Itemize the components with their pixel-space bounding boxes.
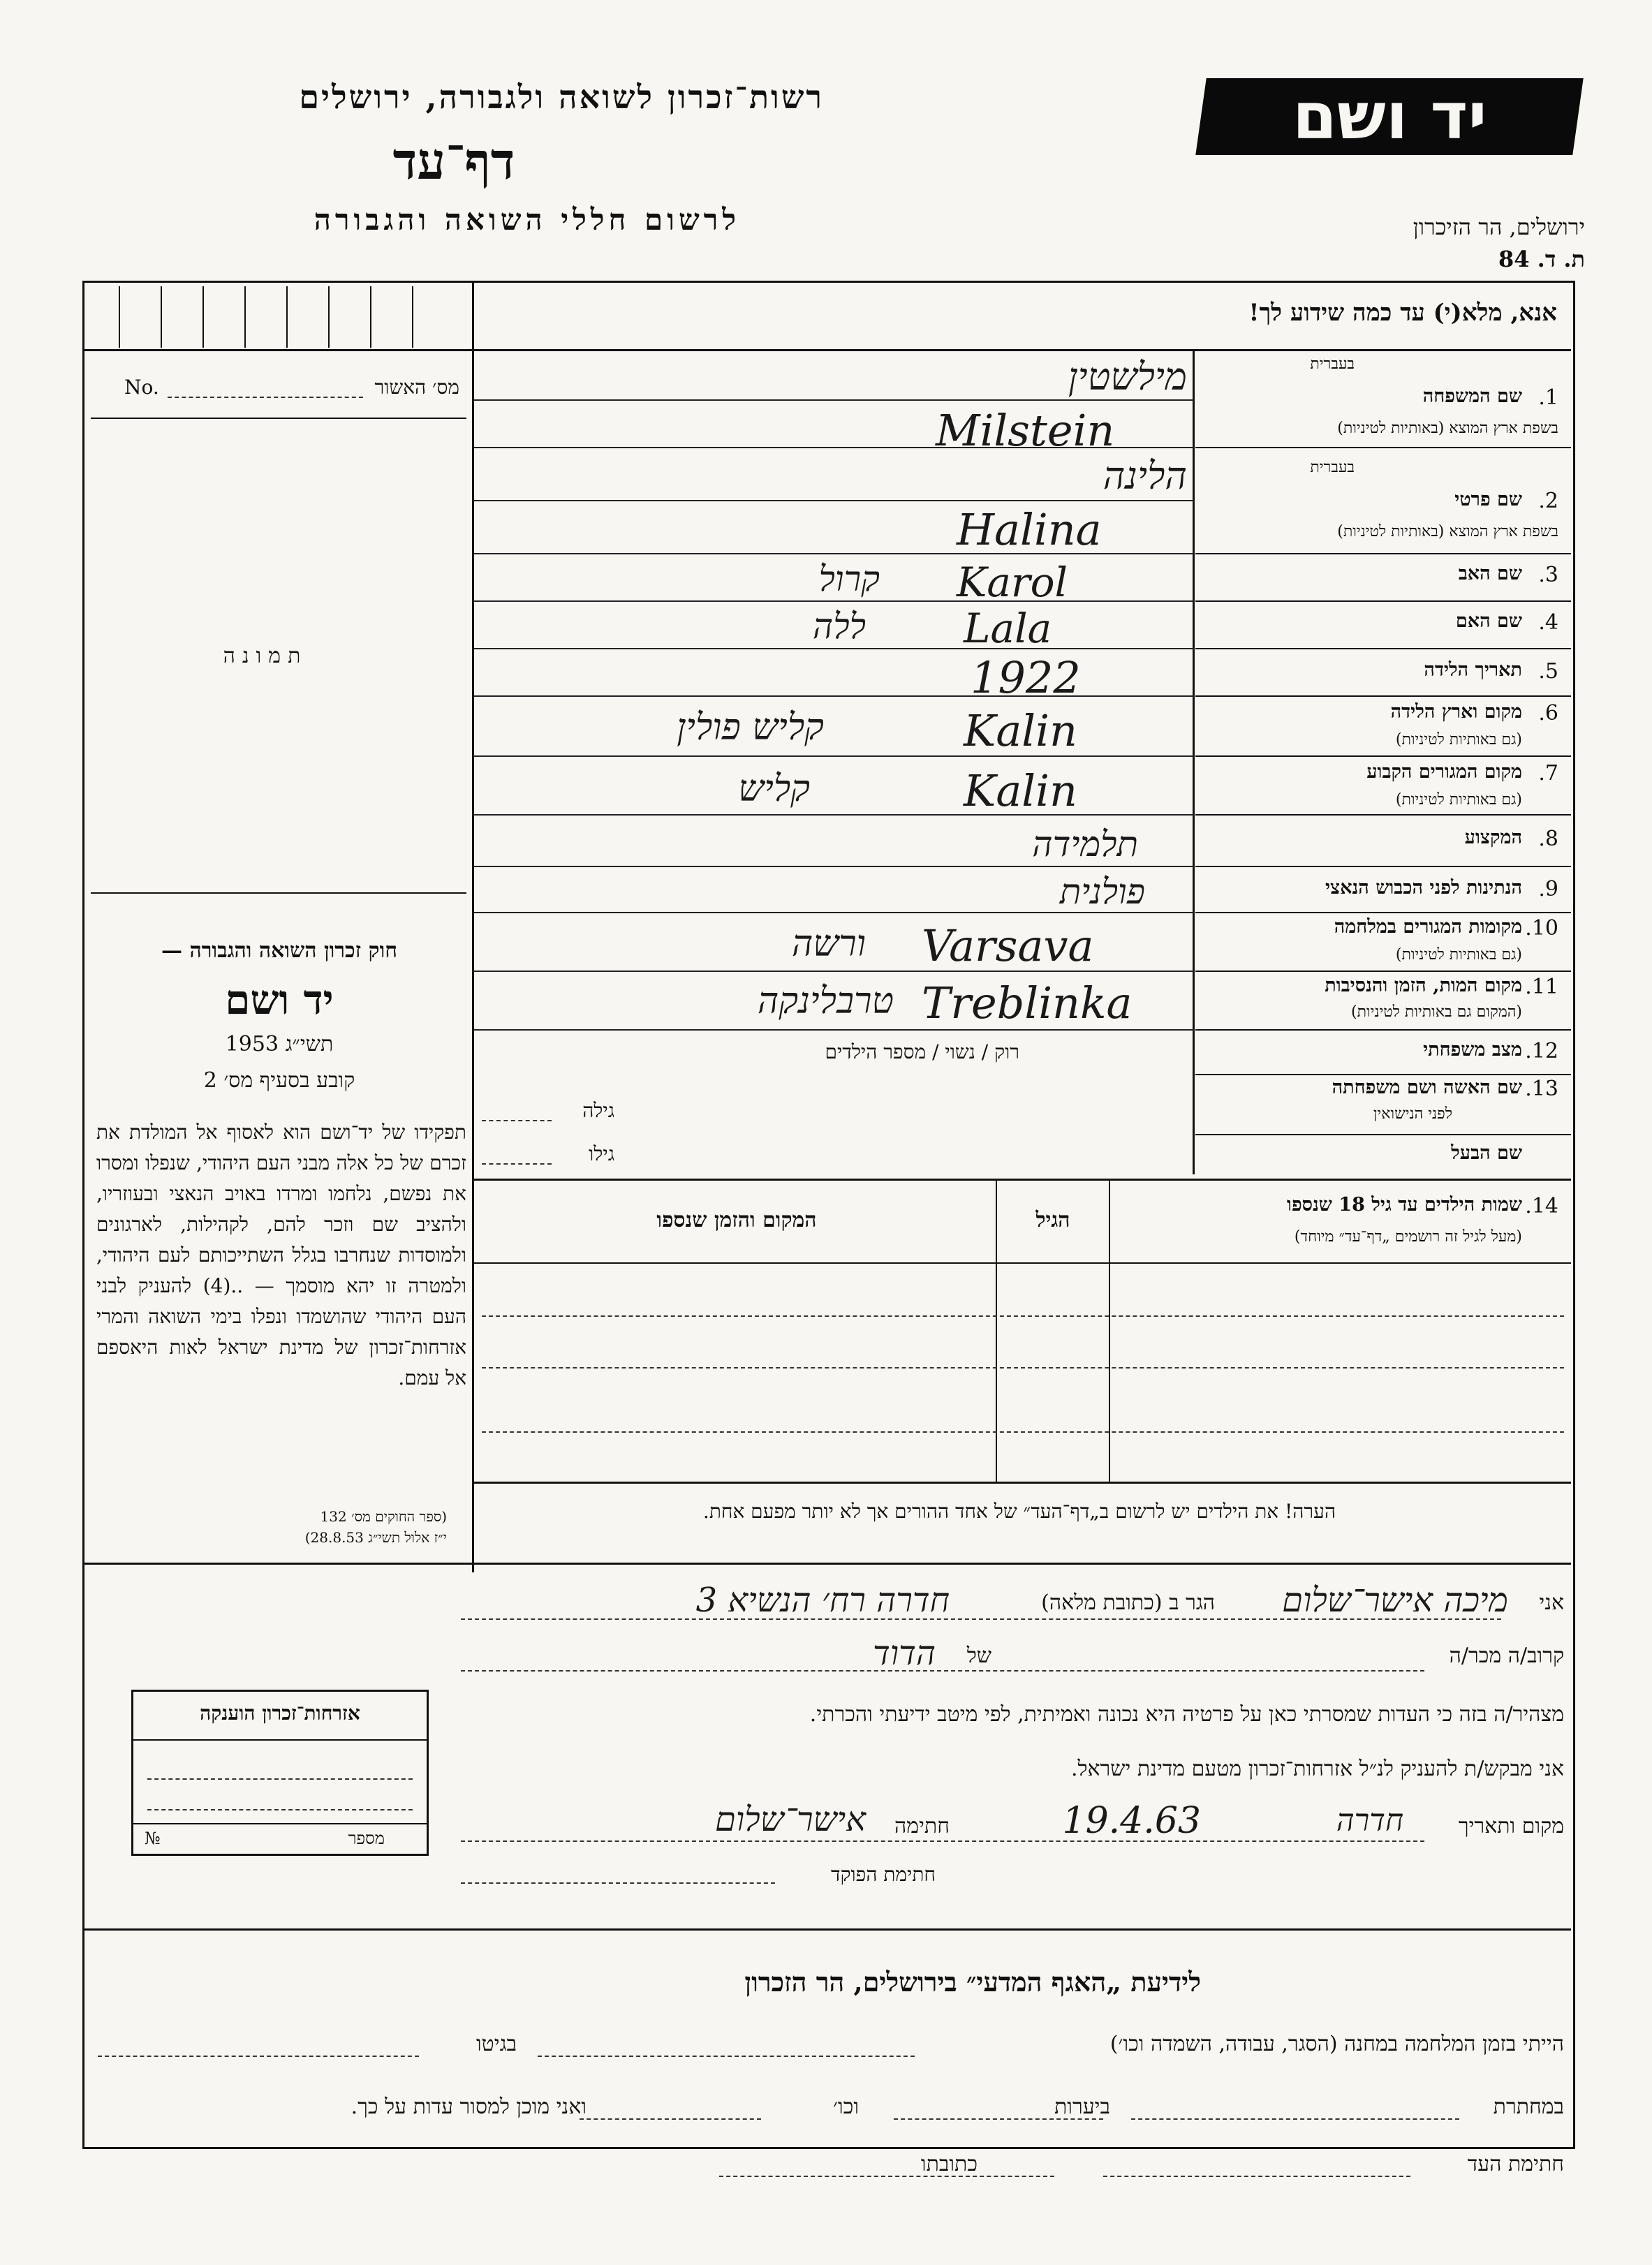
firstname-latin: Halina [957,504,1102,555]
law-clause: קובע בסעיף מס׳ 2 [203,1068,355,1093]
husband-age: גילו [482,1142,614,1170]
death-place-latin: Treblinka [922,977,1133,1028]
residence-latin: Kalin [964,765,1077,816]
mother-latin: Lala [964,605,1052,652]
photo-label: תמונה [223,644,308,668]
residence-hebrew: קליש [738,768,810,810]
law-name: יד ושם [225,976,334,1024]
code-boxes [91,286,468,348]
father-hebrew: קרול [818,559,880,599]
po-box: ת. ד. 84 [1498,246,1585,272]
field-10: 10. מקומות המגורים במלחמה (גם באותיות לטיניות) [1334,916,1558,964]
declarant-name: מיכה אישר־שלום [1282,1581,1508,1620]
field-2: בעברית 2. שם פרטי בשפת ארץ המוצא (באותיות לטיניות) [1310,459,1558,540]
birthplace-latin: Kalin [964,705,1077,756]
birthplace-hebrew: קליש פולין [677,707,824,748]
approval-label: מס׳ האשור [374,376,459,399]
request-text: אני מבקש/ת להעניק לנ״ל אזרחות־זכרון מטעם מדינת ישראל. [1070,1757,1564,1781]
field-8: 8. המקצוע [1464,827,1558,851]
signature: אישר־שלום [715,1800,866,1839]
children-section: 14. שמות הילדים עד גיל 18 שנספו (מעל לגיל זה רושמים „דף־עד״ מיוחד) [1287,1194,1558,1246]
field-9: 9. הנתינות לפני הכבוש הנאצי [1325,877,1558,901]
law-year: תשי״ג 1953 [225,1032,334,1056]
citizenship-box [131,1690,429,1856]
profession: תלמידה [1032,824,1138,864]
place-date-line: מקום ותאריך חדרה 19.4.63 חתימה אישר־שלום [715,1800,1564,1842]
relation-line: קרוב/ה מכר/ה של הדוד [873,1634,1564,1673]
instructions: אנא, מלא(י) עד כמה שידוע לך! [1248,299,1557,327]
law-ref-1: (ספר החוקים מס׳ 132 [320,1508,447,1525]
field-13: 13. שם האשה ושם משפחתה לפני הנישואין [1332,1077,1558,1123]
firstname-hebrew: הלינה [1102,454,1187,498]
birth-date: 1922 [971,652,1081,703]
children-col-age: הגיל [1035,1208,1070,1232]
officer-signature: חתימת הפוקד [831,1863,936,1886]
law-text: תפקידו של יד־ושם הוא לאסוף אל המולדת את זכרם של כל אלה מבני העם היהודי, שנפלו ומסרו את נפשם, נלחמו ומרדו באויב הנאצי ובעוזריו, ולהציב שם וזכר להם, לקהילות, לארגונים ולמוסדות שנחרבו בגלל השתייכותם לעם היהודי, ולמטרה זו יהא מוסמך — ..(4) להעניק לבני העם היהודי שהושמדו ונפלו בימי השואה והמרי אזרחות־זכרון של מדינת ישראל לאות היאספם אל עמם. [96,1121,466,1389]
wife-age: גילה [482,1099,614,1127]
law-title: חוק זכרון השואה והגבורה — [161,938,397,963]
law-ref-2: י״ז אלול תשי״ג 28.8.53) [304,1529,447,1546]
citizenship-title: אזרחות־זכרון הוענקה [200,1702,360,1725]
sign-date: 19.4.63 [1062,1800,1201,1842]
wartime-residence-latin: Varsava [922,920,1094,971]
father-latin: Karol [957,559,1068,606]
surname-latin: Milstein [936,405,1115,456]
approval-no: No. [124,376,159,399]
field-4: 4. שם האם [1455,610,1558,635]
field-3: 3. שם האב [1458,563,1558,587]
declarant-relation: הדוד [873,1634,936,1673]
wartime-residence-hebrew: ורשה [791,923,866,965]
approval-number [124,376,466,404]
marital-status-options: רוק / נשוי / מספר הילדים [825,1040,1019,1063]
footer-line-1: הייתי בזמן המלחמה במחנה (הסגר, עבודה, השמדה וכו׳) בגיטו [475,2032,1564,2056]
declaration-text: מצהיר/ה בזה כי העדות שמסרתי כאן על פרטיה היא נכונה ואמיתית, לפי מיטב ידיעתי והכרתי. [809,1702,1564,1727]
children-col-place: המקום והזמן שנספו [656,1208,817,1232]
surname-hebrew: מילשטין [1068,355,1187,399]
address: ירושלים, הר הזיכרון [1413,214,1585,240]
sign-place: חדרה [1336,1803,1403,1838]
children-remark: הערה! את הילדים יש לרשום ב„דף־העד״ של אחד ההורים אך לא יותר מפעם אחת. [702,1500,1336,1523]
mother-hebrew: ללה [812,606,866,647]
death-place-hebrew: טרבלינקה [757,980,894,1022]
citizenship-number-label: מספר [348,1829,385,1848]
field-6: 6. מקום וארץ הלידה (גם באותיות לטיניות) [1390,701,1558,748]
footer-line-3: חתימת העד כתובתו [920,2152,1564,2176]
field-11: 11. מקום המות, הזמן והנסיבות (המקום גם באותיות לטיניות) [1325,975,1558,1021]
footer-line-2: במחתרת ביערות וכו׳ ואני מוכן למסור עדות על כך. [351,2095,1564,2119]
yad-vashem-logo: יד ושם [1195,78,1583,155]
footer-title: לידיעת „האגף המדעי״ בירושלים, הר הזכרון [744,1966,1201,1998]
declarant-address: חדרה רח׳ הנשיא 3 [695,1581,950,1620]
form-subtitle: לרשום חללי השואה והגבורה [314,202,740,237]
field-12: 12. מצב משפחתי [1423,1039,1558,1063]
declarant-line: אני מיכה אישר־שלום הגר ב (כתובת מלאה) חדרה רח׳ הנשיא 3 [695,1581,1564,1620]
nationality: פולנית [1059,871,1145,912]
field-7: 7. מקום המגורים הקבוע (גם באותיות לטיניות) [1366,761,1558,809]
field-5: 5. תאריך הלידה [1424,659,1558,684]
authority-name: רשות־זכרון לשואה ולגבורה, ירושלים [299,78,824,116]
citizenship-no: № [145,1829,161,1848]
form-title: דף־עד [392,131,515,191]
husband-name-field: שם הבעל [1451,1142,1522,1164]
field-1: בעברית 1. שם המשפחה בשפת ארץ המוצא (באותיות לטיניות) [1310,355,1558,437]
